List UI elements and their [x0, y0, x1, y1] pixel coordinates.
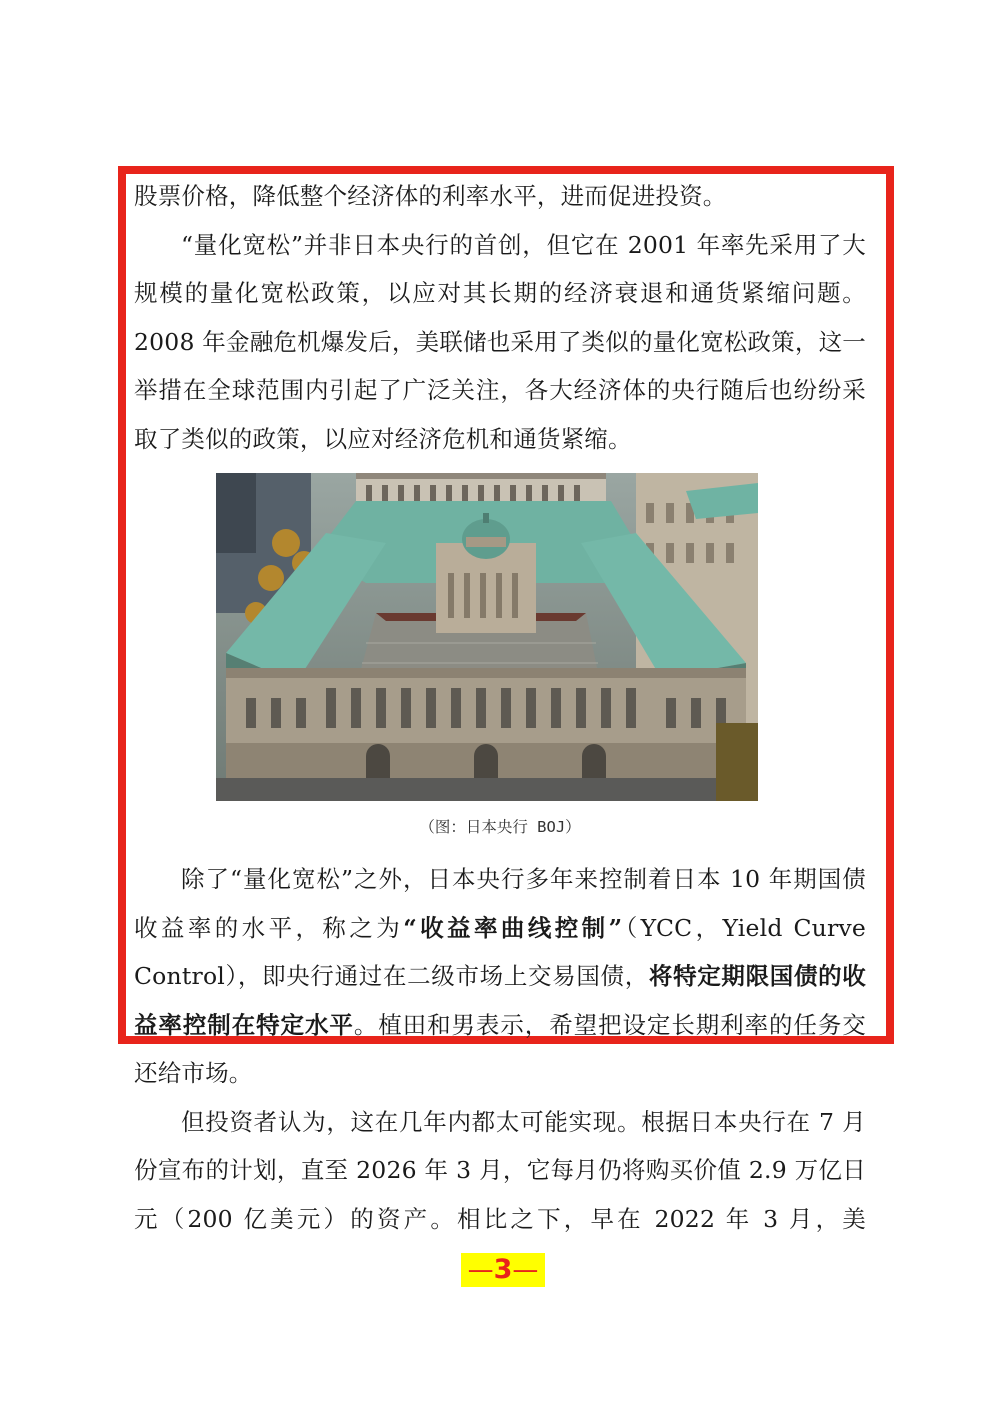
paragraph-ycc: [134, 855, 866, 1098]
text-block-top: [134, 172, 866, 463]
paragraph-investors: 但投资者认为，这在几年内都太可能实现。根据日本央行在 7 月份宣布的计划，直至 2026 年 3 月，它每月仍将购买价值 2.9 万亿日元（200 亿美元）的资产。相比之下，早在 2022 年 3 月，美: [134, 1107, 866, 1233]
paragraph-continued: 股票价格，降低整个经济体的利率水平，进而促进投资。: [134, 182, 727, 210]
page-number-dash-left: —: [467, 1255, 494, 1285]
paragraph-qe: “量化宽松”并非日本央行的首创，但它在 2001 年率先采用了大规模的量化宽松政策，以应对其长期的经济衰退和通货紧缩问题。2008 年金融危机爆发后，美联储也采用了类似的量化宽松政策，这一举措在全球范围内引起了广泛关注，各大经济体的央行随后也纷纷采取了类似的政策，以应对经济危机和通货紧缩。: [134, 230, 866, 453]
paragraph-ycc-part1: 除了“量化宽松”之外，日本央行多年来控制着日本 10 年期国债收益率的水平，称之为: [134, 865, 866, 942]
boj-building-illustration: [216, 473, 758, 801]
paragraph-ycc-part3: 。植田和男表示，希望把设定长期利率的任务交还给市场。: [134, 1010, 866, 1087]
paragraph-ycc-part2: （YCC，Yield Curve Control），即央行通过在二级市场上交易国债，: [134, 913, 866, 990]
text-block-bottom: [134, 855, 866, 1243]
ycc-term-bold: “收益率曲线控制”: [403, 913, 623, 942]
page-number: [461, 1253, 545, 1287]
ycc-definition-bold: 将特定期限国债的收益率控制在特定水平: [134, 962, 866, 1039]
page-number-value: 3: [493, 1254, 513, 1285]
figure-caption: （图：日本央行 BOJ）: [419, 818, 581, 836]
page-number-dash-right: —: [512, 1255, 539, 1285]
boj-building-photo: [216, 473, 758, 801]
